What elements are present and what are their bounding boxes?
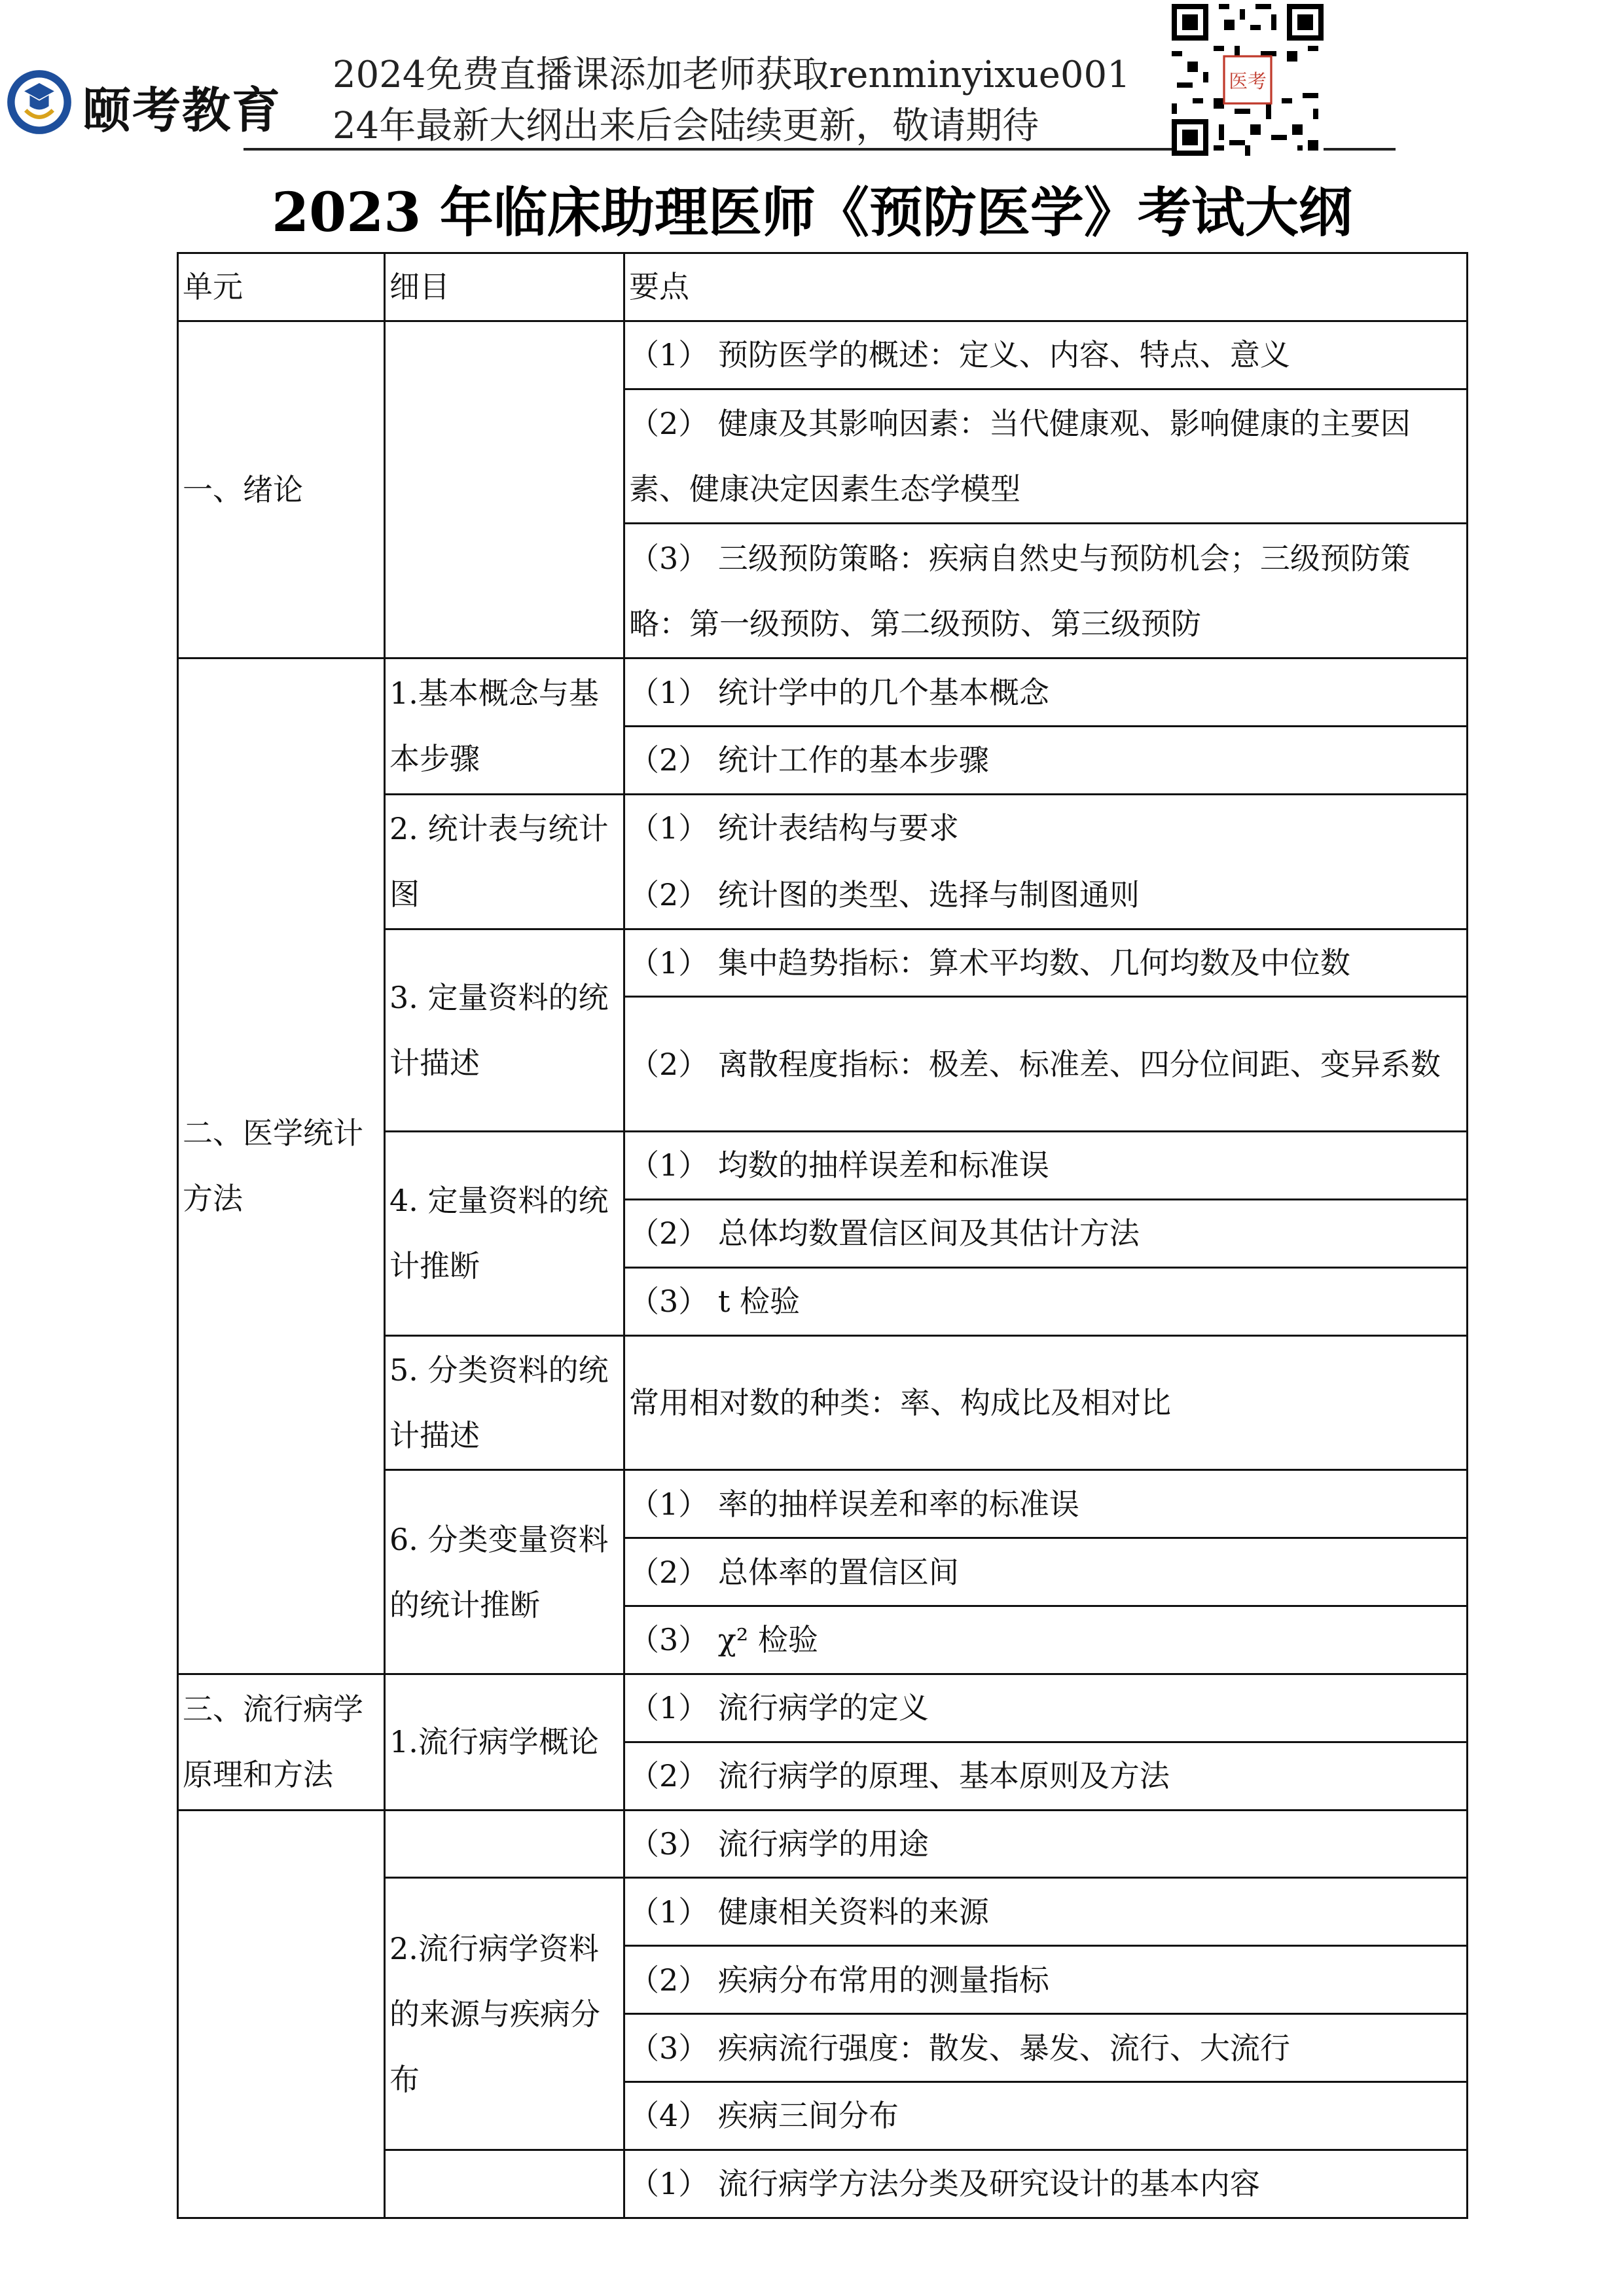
point-cell: （1） 统计学中的几个基本概念	[624, 658, 1468, 727]
item-cell: 5. 分类资料的统计描述	[385, 1335, 624, 1470]
point-cell: （1） 率的抽样误差和率的标准误	[624, 1470, 1468, 1538]
syllabus-table	[177, 252, 1468, 2219]
item-cell: 2. 统计表与统计图	[385, 794, 624, 929]
table-header-row	[178, 253, 1468, 321]
item-cell: 1.流行病学概论	[385, 1674, 624, 1810]
point-cell: （1） 预防医学的概述：定义、内容、特点、意义	[624, 321, 1468, 389]
table-row	[178, 1810, 1468, 1878]
header-points: 要点	[624, 253, 1468, 321]
point-cell: （2） 总体均数置信区间及其估计方法	[624, 1199, 1468, 1267]
qr-center-label: 医考	[1229, 70, 1267, 92]
point-cell: （3） t 检验	[624, 1267, 1468, 1335]
item-cell-empty	[385, 1810, 624, 1878]
point-cell: （3） 三级预防策略：疾病自然史与预防机会；三级预防策略：第一级预防、第二级预防、第三级预防	[624, 524, 1468, 658]
point-cell: （1） 均数的抽样误差和标准误	[624, 1132, 1468, 1200]
point-cell: （1） 流行病学的定义	[624, 1674, 1468, 1742]
point-cell: （2） 疾病分布常用的测量指标	[624, 1946, 1468, 2014]
header-unit: 单元	[178, 253, 385, 321]
header-item: 细目	[385, 253, 624, 321]
unit-cell: 一、绪论	[178, 321, 385, 658]
item-cell-empty	[385, 321, 624, 658]
point-cell: （1） 健康相关资料的来源	[624, 1878, 1468, 1946]
point-cell: （3） 疾病流行强度：散发、暴发、流行、大流行	[624, 2014, 1468, 2082]
point-cell: （2） 总体率的置信区间	[624, 1538, 1468, 1606]
point-cell: （2） 健康及其影响因素：当代健康观、影响健康的主要因素、健康决定因素生态学模型	[624, 389, 1468, 524]
point-cell: （1） 统计表结构与要求	[624, 794, 1468, 861]
unit-cell: 三、流行病学原理和方法	[178, 1674, 385, 1810]
point-cell: （2） 统计工作的基本步骤	[624, 726, 1468, 794]
logo-text: 颐考教育	[82, 82, 281, 139]
point-cell: 常用相对数的种类：率、构成比及相对比	[624, 1335, 1468, 1470]
qr-code-icon[interactable]	[1172, 4, 1324, 156]
table-row	[178, 1674, 1468, 1742]
item-cell: 4. 定量资料的统计推断	[385, 1132, 624, 1336]
point-cell: （1） 流行病学方法分类及研究设计的基本内容	[624, 2150, 1468, 2218]
point-cell: （4） 疾病三间分布	[624, 2082, 1468, 2150]
point-cell: （1） 集中趋势指标：算术平均数、几何均数及中位数	[624, 929, 1468, 997]
logo-badge-icon	[5, 68, 73, 136]
item-cell: 3. 定量资料的统计描述	[385, 929, 624, 1132]
table-row	[178, 321, 1468, 389]
header-promo-line: 2024免费直播课添加老师获取renminyixue001	[333, 54, 1130, 96]
point-cell: （3） 流行病学的用途	[624, 1810, 1468, 1878]
header-notice-line: 24年最新大纲出来后会陆续更新，敬请期待	[333, 105, 1039, 147]
point-cell: （3） χ² 检验	[624, 1606, 1468, 1674]
document-title: 2023 年临床助理医师《预防医学》考试大纲	[272, 181, 1352, 244]
brand-logo	[5, 68, 293, 140]
item-cell: 2.流行病学资料的来源与疾病分布	[385, 1878, 624, 2150]
point-cell: （2） 离散程度指标：极差、标准差、四分位间距、变异系数	[624, 997, 1468, 1132]
item-cell: 6. 分类变量资料的统计推断	[385, 1470, 624, 1674]
unit-cell-empty	[178, 1810, 385, 2218]
table-row	[178, 658, 1468, 727]
point-cell: （2） 统计图的类型、选择与制图通则	[624, 861, 1468, 929]
unit-cell: 二、医学统计方法	[178, 658, 385, 1674]
point-cell: （2） 流行病学的原理、基本原则及方法	[624, 1742, 1468, 1810]
item-cell-empty	[385, 2150, 624, 2218]
item-cell: 1.基本概念与基本步骤	[385, 658, 624, 795]
